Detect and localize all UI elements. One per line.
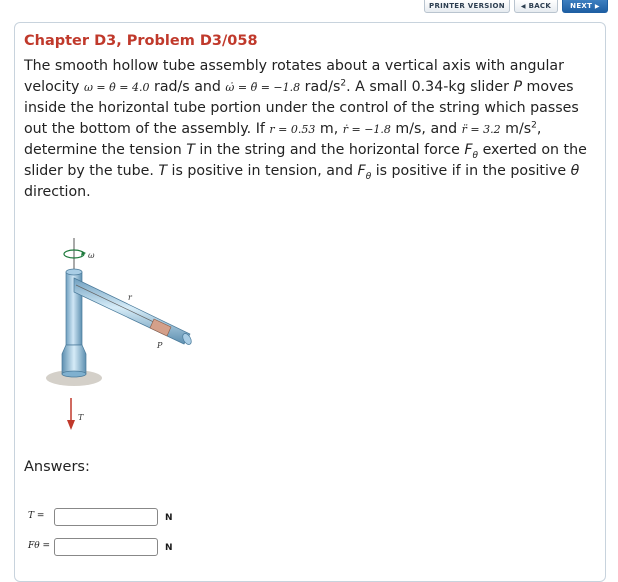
problem-text-13: is positive if in the positive [371, 163, 571, 179]
answer-unit-tension: N [165, 513, 173, 523]
problem-text-9: , determine the tension [24, 121, 542, 158]
back-label: BACK [528, 2, 552, 10]
r-label: r [128, 293, 132, 302]
problem-title: Chapter D3, Problem D3/058 [24, 33, 258, 49]
problem-text-14: direction. [24, 184, 91, 200]
top-toolbar [0, 0, 618, 14]
tube-base-bottom [62, 371, 86, 377]
next-label: NEXT [570, 2, 593, 10]
tube-base [62, 345, 86, 374]
printer-version-label: PRINTER VERSION [429, 2, 505, 10]
problem-text-4: . A small 0.34-kg slider [346, 79, 514, 95]
theta-subscript: θ [472, 150, 479, 161]
problem-text-2: rad/s and [149, 79, 226, 95]
slider-label: P [157, 341, 163, 350]
problem-text-10: in the string and the horizontal force [194, 142, 465, 158]
printer-version-button[interactable] [424, 0, 510, 13]
chevron-right-icon: ▶ [594, 3, 600, 10]
problem-text-8: m/s [500, 121, 532, 137]
string-line [76, 285, 160, 325]
r-expression: r = 0.53 [269, 123, 316, 136]
squared-superscript: 2 [340, 78, 347, 89]
force-input[interactable] [54, 538, 158, 556]
problem-text-12: is positive in tension, and [167, 163, 358, 179]
tension-input[interactable] [54, 508, 158, 526]
problem-text-7: m/s, and [390, 121, 462, 137]
force-symbol-2: F [357, 163, 366, 179]
force-symbol: F [464, 142, 473, 158]
answer-label-tension: T = [28, 511, 45, 521]
vertical-tube-top [66, 269, 82, 275]
tube-assembly-figure [40, 230, 210, 440]
omega-label: ω [88, 251, 95, 260]
problem-text-1: The smooth hollow tube assembly rotates about a vertical axis with angular velocity [24, 58, 564, 95]
back-button[interactable] [514, 0, 558, 13]
next-button[interactable] [562, 0, 608, 13]
horizontal-tube [74, 278, 190, 344]
omega-expression: ω = θ̇ = 4.0 [83, 81, 150, 94]
tension-arrow-icon [67, 420, 75, 430]
tension-symbol: T [186, 142, 195, 158]
answer-label-force: Fθ = [28, 541, 51, 551]
problem-statement [24, 56, 600, 203]
tension-symbol-2: T [158, 163, 168, 179]
problem-text-5: moves inside the horizontal tube portion under the control of the string which passes out the bottom of the assembly. If [24, 79, 579, 137]
chevron-left-icon: ◀ [520, 3, 526, 10]
problem-text-3: rad/s [300, 79, 341, 95]
rdot-expression: ṙ = −1.8 [342, 123, 391, 136]
omegadot-expression: ω̇ = θ̈ = −1.8 [225, 81, 301, 94]
squared-superscript-2: 2 [531, 120, 537, 131]
problem-text-6: m, [315, 121, 343, 137]
answer-unit-force: N [165, 543, 173, 553]
tension-label: T [78, 413, 84, 422]
theta-symbol: θ [570, 163, 580, 179]
theta-subscript-2: θ [365, 171, 372, 182]
rddot-expression: r̈ = 3.2 [461, 123, 501, 136]
slider-symbol: P [513, 79, 522, 95]
answers-heading: Answers: [24, 459, 90, 475]
problem-text-11: exerted on the slider by the tube. [24, 142, 587, 179]
